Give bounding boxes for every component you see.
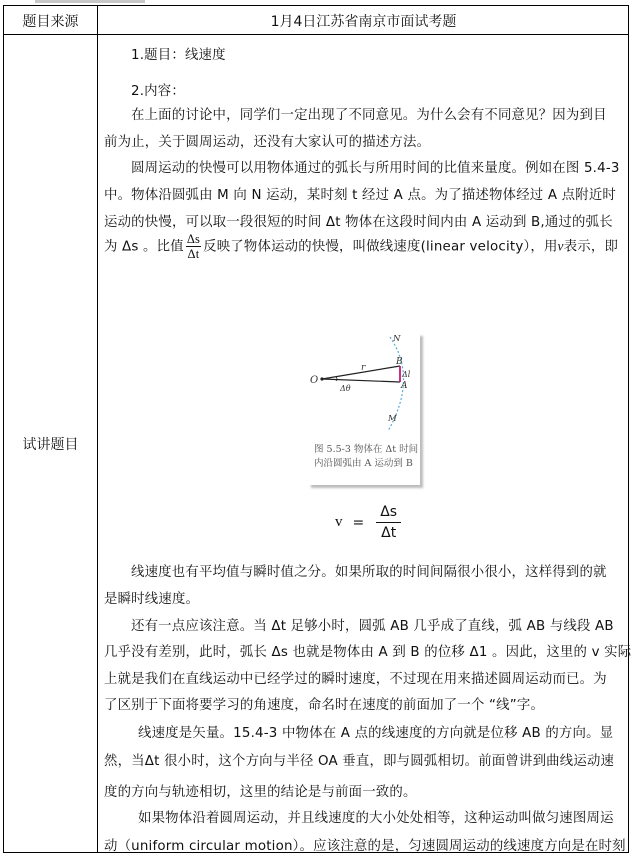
paragraph-line [104,232,618,261]
paragraph-line: 运动的快慢，可以取一段很短的时间 Δt 物体在这段时间内由 A 运动到 B,通过的弧长 [104,215,613,230]
label-m: M [388,414,397,424]
paragraph-line: 几乎没有差别，此时，弧长 Δs 也就是物体由 A 到 B 的位移 Δ1 。因此，这里的 v 实际 [104,645,632,660]
paragraph-line: 上就是我们在直线运动中已经学过的瞬时速度，不过现在用来描述圆周运动而已。为 [104,672,607,687]
content-label: 2.内容： [131,84,185,99]
caption-line: 内沿圆弧由 A 运动到 B [314,458,413,469]
formula-denominator: Δt [381,525,397,541]
paragraph-line: 了区别于下面将要学习的角速度，命名时在速度的前面加了一个 “线”字。 [104,698,545,713]
figure-caption [314,443,418,471]
paragraph-line: 在上面的讨论中，同学们一定出现了不同意见。为什么会有不同意见？因为到目 [131,108,607,123]
paragraph-line: 线速度是矢量。15.4-3 中物体在 A 点的线速度的方向就是位移 AB 的方向。显 [138,726,614,741]
label-delta-theta: Δθ [340,384,351,393]
source-value: 1月4日江苏省南京市面试考题 [270,14,457,30]
paragraph-line: 度的方向与轨迹相切，这里的结论是与前面一致的。 [104,785,417,800]
paragraph-line: 中。物体沿圆弧由 M 向 N 运动，某时刻 t 经过 A 点。为了描述物体经过 A 点附近时 [104,188,617,203]
text-segment: 反映了物体运动的快慢，叫做线速度(linear velocity），用 [203,239,558,255]
radius-oa [322,379,400,382]
column-divider [97,6,98,852]
paragraph-line: 然，当Δt 很小时，这个方向与半径 OA 垂直，即与圆弧相切。前面曾讲到曲线运动速 [104,754,615,769]
top-toolbar-remnant [35,0,145,3]
title-line: 1.题目：线速度 [131,48,226,63]
fraction-numerator: Δs [186,232,201,246]
label-delta-l: Δl [402,370,411,379]
paragraph-line: 动（uniform circular motion）。应该注意的是，匀速圆周运动的线速度方向是在时刻 [104,839,626,854]
label-a: A [401,381,408,391]
formula-lhs: v [335,514,343,530]
formula-equals: = [352,514,365,531]
paragraph-line: 前为止，关于圆周运动，还没有大家认可的描述方法。 [104,135,431,150]
label-r: r [361,363,366,373]
label-o: O [310,375,319,386]
formula-numerator: Δs [376,502,401,523]
arc-diagram [308,333,420,443]
label-b: B [396,357,403,367]
figure-arc-motion [308,333,420,485]
paragraph-line: 还有一点应该注意。当 Δt 足够小时，圆弧 AB 几乎成了直线，弧 AB 与线段 AB [131,619,614,634]
text-segment: 表示，即 [563,239,619,255]
paragraph-line: 线速度也有平均值与瞬时值之分。如果所取的时间间隔很小很小，这样得到的就 [131,565,607,580]
text-segment: 为 Δs 。比值 [104,239,184,255]
point-o [320,377,323,380]
caption-line: 图 5.5-3 物体在 Δt 时间 [314,444,419,455]
variable-v: v [557,238,564,254]
paragraph-line: 圆周运动的快慢可以用物体通过的弧长与所用时间的比值来量度。例如在图 5.4-3 [131,161,620,176]
source-label: 题目来源 [22,14,79,30]
paragraph-line: 是瞬时线速度。 [104,592,200,607]
label-n: N [393,334,401,344]
paragraph-line: 如果物体沿着圆周运动，并且线速度的大小处处相等，这种运动叫做匀速图周运 [138,811,614,826]
velocity-formula [335,502,403,543]
topic-label: 试讲题目 [22,437,79,453]
formula-fraction [376,502,401,543]
inline-fraction [186,232,201,261]
fraction-denominator: Δt [187,247,200,261]
